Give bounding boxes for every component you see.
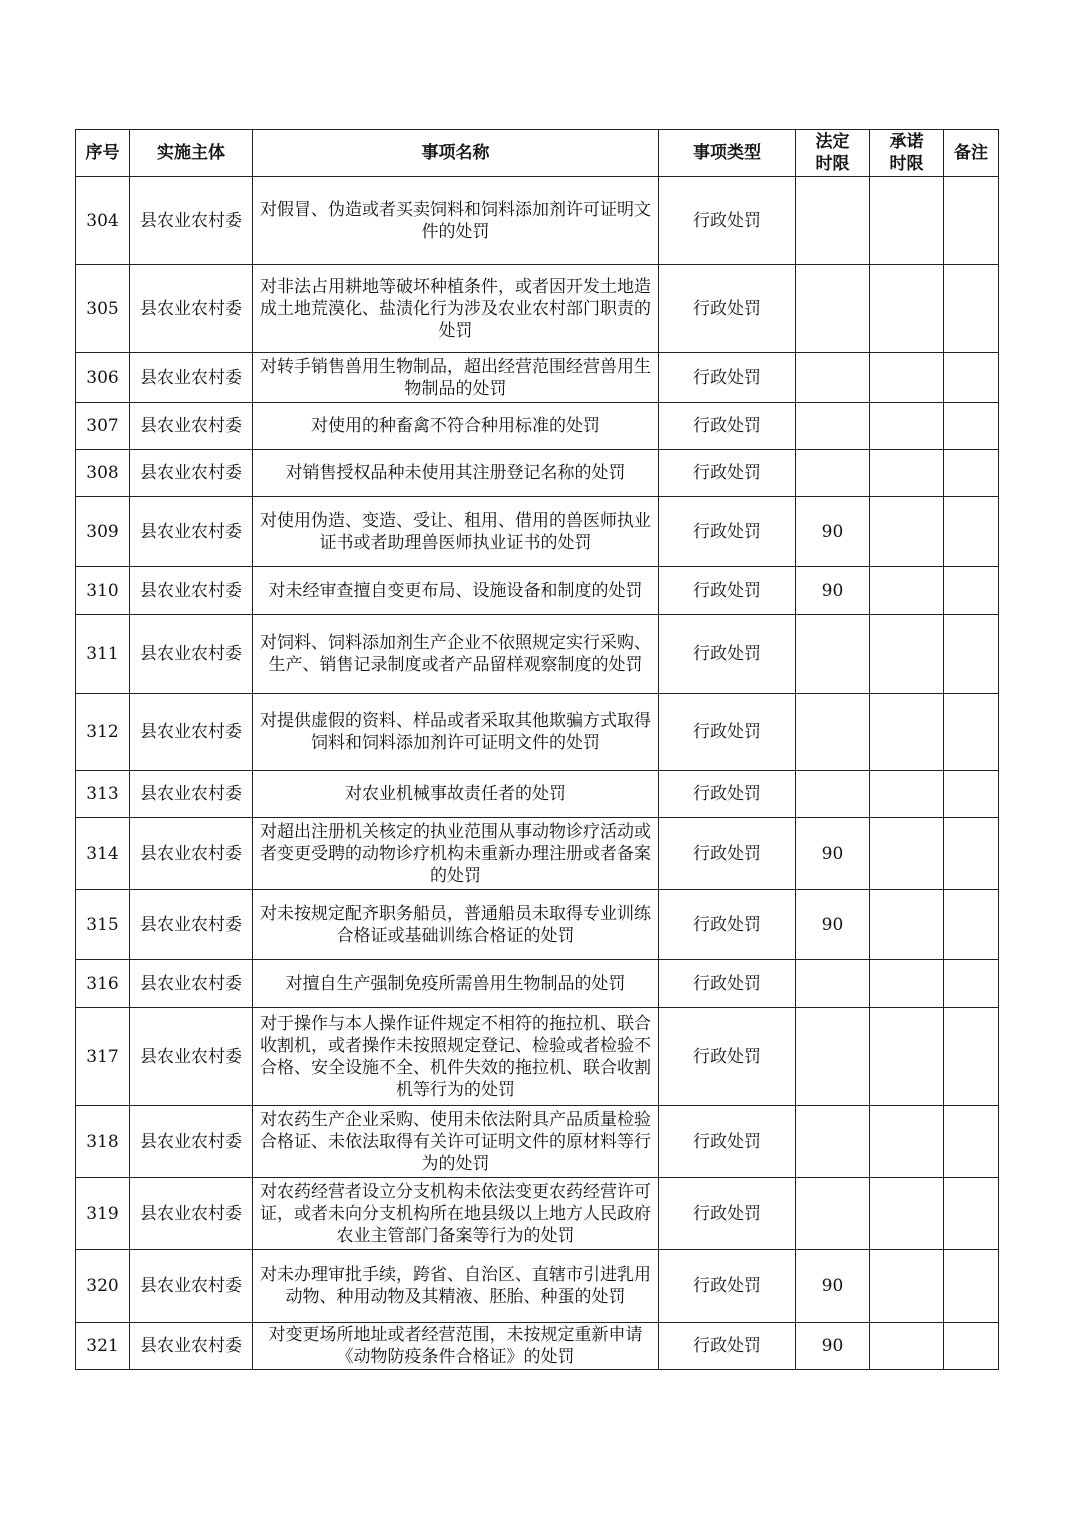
cell-item-name: 对转手销售兽用生物制品，超出经营范围经营兽用生物制品的处罚: [253, 353, 659, 403]
cell-legal-limit: [796, 615, 870, 694]
cell-legal-limit: [796, 771, 870, 818]
cell-subject: 县农业农村委: [130, 1250, 253, 1323]
table-row: [76, 818, 999, 890]
table-row: [76, 403, 999, 450]
header-legal-limit: 法定时限: [796, 130, 870, 177]
cell-seq: 306: [76, 353, 130, 403]
cell-promise-limit: [870, 818, 944, 890]
cell-promise-limit: [870, 771, 944, 818]
cell-subject: 县农业农村委: [130, 353, 253, 403]
cell-seq: 316: [76, 960, 130, 1008]
cell-legal-limit: 90: [796, 497, 870, 567]
cell-legal-limit: [796, 450, 870, 497]
cell-promise-limit: [870, 403, 944, 450]
header-name: 事项名称: [253, 130, 659, 177]
cell-item-type: 行政处罚: [659, 1008, 796, 1106]
cell-promise-limit: [870, 890, 944, 960]
table-row: [76, 771, 999, 818]
cell-legal-limit: [796, 177, 870, 265]
cell-subject: 县农业农村委: [130, 1008, 253, 1106]
items-table: [75, 129, 999, 1370]
cell-subject: 县农业农村委: [130, 1178, 253, 1250]
cell-remark: [944, 890, 999, 960]
cell-item-name: 对农药生产企业采购、使用未依法附具产品质量检验合格证、未依法取得有关许可证明文件的原材料等行为的处罚: [253, 1106, 659, 1178]
cell-item-name: 对农业机械事故责任者的处罚: [253, 771, 659, 818]
cell-seq: 318: [76, 1106, 130, 1178]
cell-remark: [944, 1106, 999, 1178]
cell-subject: 县农业农村委: [130, 177, 253, 265]
table-row: [76, 1008, 999, 1106]
cell-promise-limit: [870, 567, 944, 615]
cell-remark: [944, 818, 999, 890]
cell-legal-limit: [796, 694, 870, 771]
cell-legal-limit: 90: [796, 567, 870, 615]
cell-remark: [944, 450, 999, 497]
cell-subject: 县农业农村委: [130, 771, 253, 818]
cell-seq: 304: [76, 177, 130, 265]
cell-promise-limit: [870, 177, 944, 265]
table-row: [76, 450, 999, 497]
cell-item-type: 行政处罚: [659, 818, 796, 890]
cell-item-name: 对使用的种畜禽不符合种用标准的处罚: [253, 403, 659, 450]
cell-legal-limit: 90: [796, 818, 870, 890]
cell-item-name: 对于操作与本人操作证件规定不相符的拖拉机、联合收割机，或者操作未按照规定登记、检验或者检验不合格、安全设施不全、机件失效的拖拉机、联合收割机等行为的处罚: [253, 1008, 659, 1106]
table-row: [76, 694, 999, 771]
cell-legal-limit: 90: [796, 890, 870, 960]
cell-item-name: 对农药经营者设立分支机构未依法变更农药经营许可证，或者未向分支机构所在地县级以上地方人民政府农业主管部门备案等行为的处罚: [253, 1178, 659, 1250]
cell-item-name: 对提供虚假的资料、样品或者采取其他欺骗方式取得饲料和饲料添加剂许可证明文件的处罚: [253, 694, 659, 771]
cell-legal-limit: [796, 1178, 870, 1250]
table-row: [76, 177, 999, 265]
cell-item-type: 行政处罚: [659, 890, 796, 960]
header-row: [76, 130, 999, 177]
cell-subject: 县农业农村委: [130, 1323, 253, 1370]
cell-item-type: 行政处罚: [659, 177, 796, 265]
cell-legal-limit: 90: [796, 1323, 870, 1370]
cell-subject: 县农业农村委: [130, 1106, 253, 1178]
cell-remark: [944, 403, 999, 450]
cell-promise-limit: [870, 265, 944, 353]
cell-seq: 305: [76, 265, 130, 353]
cell-promise-limit: [870, 615, 944, 694]
cell-item-name: 对假冒、伪造或者买卖饲料和饲料添加剂许可证明文件的处罚: [253, 177, 659, 265]
table-row: [76, 265, 999, 353]
cell-item-type: 行政处罚: [659, 1178, 796, 1250]
cell-seq: 320: [76, 1250, 130, 1323]
cell-legal-limit: 90: [796, 1250, 870, 1323]
cell-item-type: 行政处罚: [659, 353, 796, 403]
table-row: [76, 567, 999, 615]
cell-remark: [944, 960, 999, 1008]
header-promise-limit: 承诺时限: [870, 130, 944, 177]
cell-remark: [944, 177, 999, 265]
cell-seq: 311: [76, 615, 130, 694]
cell-seq: 319: [76, 1178, 130, 1250]
cell-item-type: 行政处罚: [659, 960, 796, 1008]
cell-subject: 县农业农村委: [130, 890, 253, 960]
cell-legal-limit: [796, 265, 870, 353]
cell-remark: [944, 1323, 999, 1370]
cell-legal-limit: [796, 1008, 870, 1106]
table-row: [76, 353, 999, 403]
cell-subject: 县农业农村委: [130, 615, 253, 694]
cell-remark: [944, 567, 999, 615]
cell-promise-limit: [870, 1323, 944, 1370]
cell-promise-limit: [870, 1008, 944, 1106]
cell-remark: [944, 265, 999, 353]
cell-item-type: 行政处罚: [659, 567, 796, 615]
cell-item-name: 对未按规定配齐职务船员，普通船员未取得专业训练合格证或基础训练合格证的处罚: [253, 890, 659, 960]
cell-seq: 310: [76, 567, 130, 615]
cell-remark: [944, 615, 999, 694]
cell-remark: [944, 1178, 999, 1250]
cell-item-name: 对未办理审批手续，跨省、自治区、直辖市引进乳用动物、种用动物及其精液、胚胎、种蛋的处罚: [253, 1250, 659, 1323]
cell-item-name: 对超出注册机关核定的执业范围从事动物诊疗活动或者变更受聘的动物诊疗机构未重新办理注册或者备案的处罚: [253, 818, 659, 890]
cell-legal-limit: [796, 960, 870, 1008]
cell-item-type: 行政处罚: [659, 497, 796, 567]
cell-remark: [944, 1008, 999, 1106]
header-type: 事项类型: [659, 130, 796, 177]
cell-subject: 县农业农村委: [130, 567, 253, 615]
cell-item-type: 行政处罚: [659, 771, 796, 818]
cell-promise-limit: [870, 353, 944, 403]
cell-item-type: 行政处罚: [659, 1106, 796, 1178]
table-row: [76, 497, 999, 567]
table-row: [76, 960, 999, 1008]
table-row: [76, 1250, 999, 1323]
cell-remark: [944, 694, 999, 771]
cell-seq: 313: [76, 771, 130, 818]
header-subject: 实施主体: [130, 130, 253, 177]
table-row: [76, 1323, 999, 1370]
cell-seq: 315: [76, 890, 130, 960]
cell-subject: 县农业农村委: [130, 403, 253, 450]
cell-item-type: 行政处罚: [659, 1323, 796, 1370]
cell-seq: 321: [76, 1323, 130, 1370]
cell-subject: 县农业农村委: [130, 497, 253, 567]
table-row: [76, 615, 999, 694]
cell-item-type: 行政处罚: [659, 694, 796, 771]
cell-item-name: 对未经审查擅自变更布局、设施设备和制度的处罚: [253, 567, 659, 615]
header-seq: 序号: [76, 130, 130, 177]
cell-item-type: 行政处罚: [659, 403, 796, 450]
cell-promise-limit: [870, 1250, 944, 1323]
table-row: [76, 1178, 999, 1250]
cell-remark: [944, 497, 999, 567]
cell-promise-limit: [870, 1106, 944, 1178]
cell-promise-limit: [870, 450, 944, 497]
cell-remark: [944, 1250, 999, 1323]
cell-remark: [944, 771, 999, 818]
cell-seq: 314: [76, 818, 130, 890]
table-row: [76, 890, 999, 960]
cell-promise-limit: [870, 1178, 944, 1250]
cell-subject: 县农业农村委: [130, 265, 253, 353]
cell-item-name: 对销售授权品种未使用其注册登记名称的处罚: [253, 450, 659, 497]
cell-item-name: 对非法占用耕地等破坏种植条件，或者因开发土地造成土地荒漠化、盐渍化行为涉及农业农村部门职责的处罚: [253, 265, 659, 353]
cell-promise-limit: [870, 694, 944, 771]
cell-subject: 县农业农村委: [130, 694, 253, 771]
cell-item-name: 对饲料、饲料添加剂生产企业不依照规定实行采购、生产、销售记录制度或者产品留样观察制度的处罚: [253, 615, 659, 694]
table-row: [76, 1106, 999, 1178]
cell-seq: 317: [76, 1008, 130, 1106]
cell-item-type: 行政处罚: [659, 450, 796, 497]
header-remark: 备注: [944, 130, 999, 177]
cell-remark: [944, 353, 999, 403]
cell-subject: 县农业农村委: [130, 450, 253, 497]
cell-seq: 307: [76, 403, 130, 450]
cell-item-name: 对擅自生产强制免疫所需兽用生物制品的处罚: [253, 960, 659, 1008]
cell-item-type: 行政处罚: [659, 1250, 796, 1323]
cell-seq: 309: [76, 497, 130, 567]
cell-item-name: 对使用伪造、变造、受让、租用、借用的兽医师执业证书或者助理兽医师执业证书的处罚: [253, 497, 659, 567]
cell-seq: 308: [76, 450, 130, 497]
cell-item-type: 行政处罚: [659, 265, 796, 353]
cell-legal-limit: [796, 353, 870, 403]
cell-item-name: 对变更场所地址或者经营范围，未按规定重新申请《动物防疫条件合格证》的处罚: [253, 1323, 659, 1370]
cell-legal-limit: [796, 1106, 870, 1178]
cell-promise-limit: [870, 497, 944, 567]
cell-legal-limit: [796, 403, 870, 450]
cell-item-type: 行政处罚: [659, 615, 796, 694]
cell-seq: 312: [76, 694, 130, 771]
cell-promise-limit: [870, 960, 944, 1008]
cell-subject: 县农业农村委: [130, 818, 253, 890]
cell-subject: 县农业农村委: [130, 960, 253, 1008]
